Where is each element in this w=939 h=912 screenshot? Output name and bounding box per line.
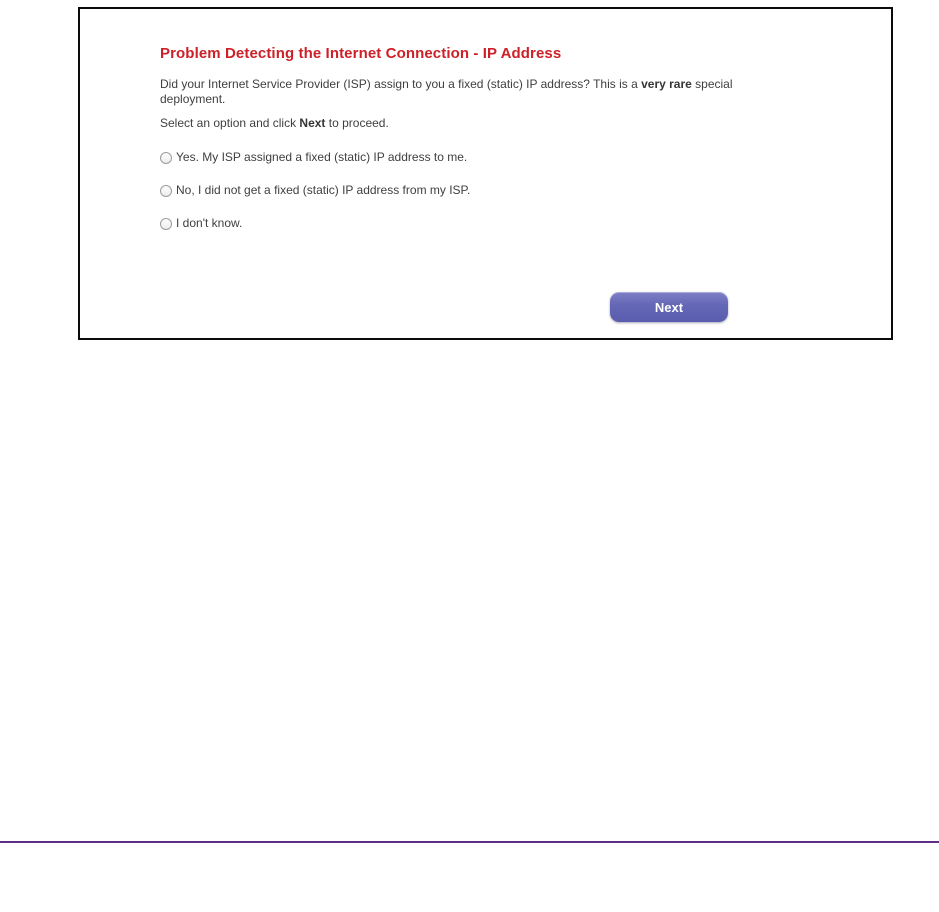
wizard-dialog xyxy=(78,7,893,340)
footer-divider xyxy=(0,841,939,843)
intro-text-post: special deployment. xyxy=(160,77,733,106)
page-title: Problem Detecting the Internet Connection - IP Address xyxy=(160,45,562,62)
instruction-emphasis: Next xyxy=(299,116,326,130)
dialog-content xyxy=(160,45,841,249)
radio-option-yes-label: Yes. My ISP assigned a fixed (static) IP address to me. xyxy=(176,150,468,164)
radio-button-icon[interactable] xyxy=(160,185,172,197)
intro-text-emphasis: very rare xyxy=(641,77,692,91)
next-button[interactable]: Next xyxy=(610,292,728,322)
radio-option-no-label: No, I did not get a fixed (static) IP address from my ISP. xyxy=(176,183,471,197)
radio-option-dont-know[interactable] xyxy=(160,216,841,231)
radio-button-icon[interactable] xyxy=(160,218,172,230)
instruction-pre: Select an option and click xyxy=(160,116,300,130)
radio-option-no[interactable] xyxy=(160,183,841,198)
instruction-post: to proceed. xyxy=(325,116,389,130)
radio-option-yes[interactable] xyxy=(160,150,841,165)
instruction-text xyxy=(160,116,841,131)
intro-text-pre: Did your Internet Service Provider (ISP) assign to you a fixed (static) IP address? This is a xyxy=(160,77,642,91)
intro-paragraph xyxy=(160,77,784,107)
radio-option-dont-know-label: I don't know. xyxy=(176,216,243,230)
radio-button-icon[interactable] xyxy=(160,152,172,164)
